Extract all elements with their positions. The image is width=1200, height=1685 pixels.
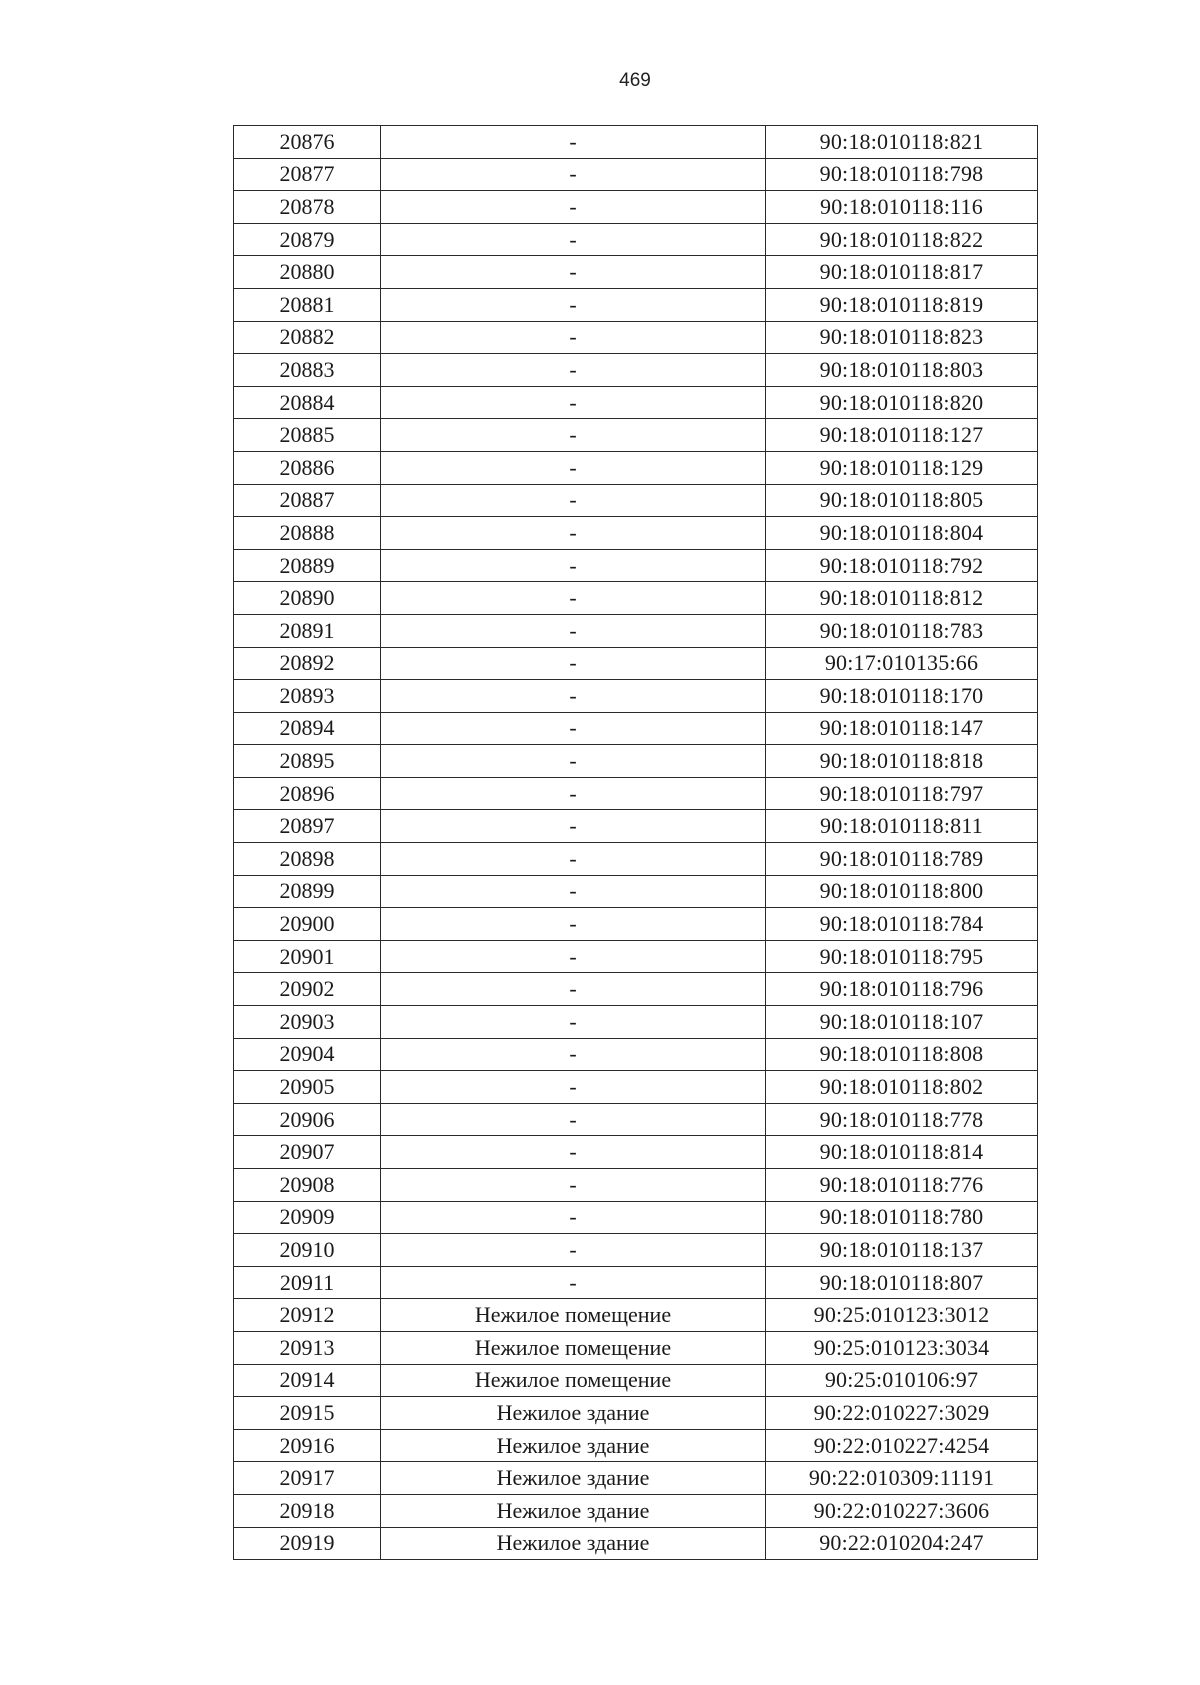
object-name-cell: -: [381, 582, 766, 615]
cadastral-number-cell: 90:18:010118:811: [766, 810, 1038, 843]
row-number-cell: 20880: [234, 256, 381, 289]
cadastral-number-cell: 90:17:010135:66: [766, 647, 1038, 680]
object-name-cell: Нежилое здание: [381, 1494, 766, 1527]
row-number-cell: 20876: [234, 126, 381, 159]
cadastral-number-cell: 90:18:010118:819: [766, 288, 1038, 321]
object-name-cell: -: [381, 745, 766, 778]
row-number-cell: 20894: [234, 712, 381, 745]
row-number-cell: 20885: [234, 419, 381, 452]
table-row: [234, 1136, 1038, 1169]
object-name-cell: -: [381, 288, 766, 321]
cadastral-number-cell: 90:18:010118:784: [766, 908, 1038, 941]
cadastral-number-cell: 90:18:010118:137: [766, 1234, 1038, 1267]
row-number-cell: 20917: [234, 1462, 381, 1495]
row-number-cell: 20918: [234, 1494, 381, 1527]
row-number-cell: 20910: [234, 1234, 381, 1267]
object-name-cell: Нежилое здание: [381, 1462, 766, 1495]
cadastral-number-cell: 90:18:010118:780: [766, 1201, 1038, 1234]
row-number-cell: 20898: [234, 843, 381, 876]
row-number-cell: 20905: [234, 1071, 381, 1104]
table-row: [234, 745, 1038, 778]
object-name-cell: -: [381, 875, 766, 908]
registry-table: [233, 125, 1038, 1560]
cadastral-number-cell: 90:22:010227:3029: [766, 1397, 1038, 1430]
row-number-cell: 20888: [234, 517, 381, 550]
row-number-cell: 20909: [234, 1201, 381, 1234]
row-number-cell: 20884: [234, 386, 381, 419]
table-row: [234, 288, 1038, 321]
row-number-cell: 20893: [234, 680, 381, 713]
table-row: [234, 1038, 1038, 1071]
object-name-cell: -: [381, 1201, 766, 1234]
row-number-cell: 20879: [234, 223, 381, 256]
row-number-cell: 20891: [234, 614, 381, 647]
table-row: [234, 1266, 1038, 1299]
cadastral-number-cell: 90:18:010118:783: [766, 614, 1038, 647]
cadastral-number-cell: 90:25:010106:97: [766, 1364, 1038, 1397]
table-row: [234, 647, 1038, 680]
registry-table-body: [234, 126, 1038, 1560]
table-row: [234, 1331, 1038, 1364]
table-row: [234, 843, 1038, 876]
row-number-cell: 20901: [234, 940, 381, 973]
cadastral-number-cell: 90:18:010118:170: [766, 680, 1038, 713]
cadastral-number-cell: 90:18:010118:800: [766, 875, 1038, 908]
cadastral-number-cell: 90:18:010118:802: [766, 1071, 1038, 1104]
cadastral-number-cell: 90:22:010309:11191: [766, 1462, 1038, 1495]
cadastral-number-cell: 90:18:010118:798: [766, 158, 1038, 191]
table-row: [234, 940, 1038, 973]
cadastral-number-cell: 90:22:010227:3606: [766, 1494, 1038, 1527]
cadastral-number-cell: 90:18:010118:818: [766, 745, 1038, 778]
table-row: [234, 517, 1038, 550]
row-number-cell: 20914: [234, 1364, 381, 1397]
object-name-cell: -: [381, 843, 766, 876]
table-row: [234, 419, 1038, 452]
table-row: [234, 582, 1038, 615]
row-number-cell: 20899: [234, 875, 381, 908]
cadastral-number-cell: 90:18:010118:129: [766, 451, 1038, 484]
table-row: [234, 1429, 1038, 1462]
cadastral-number-cell: 90:22:010227:4254: [766, 1429, 1038, 1462]
table-row: [234, 126, 1038, 159]
row-number-cell: 20911: [234, 1266, 381, 1299]
table-row: [234, 1397, 1038, 1430]
object-name-cell: Нежилое здание: [381, 1397, 766, 1430]
object-name-cell: -: [381, 1006, 766, 1039]
table-row: [234, 973, 1038, 1006]
object-name-cell: -: [381, 940, 766, 973]
row-number-cell: 20892: [234, 647, 381, 680]
table-row: [234, 777, 1038, 810]
row-number-cell: 20883: [234, 354, 381, 387]
row-number-cell: 20881: [234, 288, 381, 321]
row-number-cell: 20906: [234, 1103, 381, 1136]
table-row: [234, 1527, 1038, 1560]
cadastral-number-cell: 90:18:010118:778: [766, 1103, 1038, 1136]
cadastral-number-cell: 90:18:010118:795: [766, 940, 1038, 973]
cadastral-number-cell: 90:18:010118:803: [766, 354, 1038, 387]
object-name-cell: -: [381, 256, 766, 289]
object-name-cell: -: [381, 680, 766, 713]
table-row: [234, 1494, 1038, 1527]
table-row: [234, 158, 1038, 191]
object-name-cell: Нежилое помещение: [381, 1331, 766, 1364]
row-number-cell: 20903: [234, 1006, 381, 1039]
object-name-cell: -: [381, 647, 766, 680]
object-name-cell: -: [381, 321, 766, 354]
object-name-cell: Нежилое помещение: [381, 1299, 766, 1332]
table-row: [234, 1169, 1038, 1202]
object-name-cell: -: [381, 614, 766, 647]
cadastral-number-cell: 90:18:010118:792: [766, 549, 1038, 582]
table-row: [234, 354, 1038, 387]
row-number-cell: 20889: [234, 549, 381, 582]
object-name-cell: -: [381, 451, 766, 484]
object-name-cell: -: [381, 1071, 766, 1104]
table-row: [234, 1071, 1038, 1104]
object-name-cell: -: [381, 484, 766, 517]
table-row: [234, 614, 1038, 647]
cadastral-number-cell: 90:18:010118:797: [766, 777, 1038, 810]
cadastral-number-cell: 90:18:010118:812: [766, 582, 1038, 615]
cadastral-number-cell: 90:18:010118:107: [766, 1006, 1038, 1039]
table-row: [234, 1299, 1038, 1332]
cadastral-number-cell: 90:18:010118:817: [766, 256, 1038, 289]
object-name-cell: -: [381, 126, 766, 159]
object-name-cell: -: [381, 1234, 766, 1267]
object-name-cell: -: [381, 419, 766, 452]
cadastral-number-cell: 90:18:010118:805: [766, 484, 1038, 517]
row-number-cell: 20890: [234, 582, 381, 615]
object-name-cell: -: [381, 1038, 766, 1071]
table-row: [234, 1364, 1038, 1397]
cadastral-number-cell: 90:18:010118:814: [766, 1136, 1038, 1169]
object-name-cell: -: [381, 973, 766, 1006]
table-row: [234, 1006, 1038, 1039]
object-name-cell: Нежилое помещение: [381, 1364, 766, 1397]
cadastral-number-cell: 90:18:010118:808: [766, 1038, 1038, 1071]
row-number-cell: 20915: [234, 1397, 381, 1430]
row-number-cell: 20896: [234, 777, 381, 810]
row-number-cell: 20878: [234, 191, 381, 224]
row-number-cell: 20907: [234, 1136, 381, 1169]
table-row: [234, 875, 1038, 908]
table-row: [234, 1103, 1038, 1136]
cadastral-number-cell: 90:18:010118:821: [766, 126, 1038, 159]
table-row: [234, 810, 1038, 843]
object-name-cell: -: [381, 223, 766, 256]
table-row: [234, 680, 1038, 713]
table-row: [234, 484, 1038, 517]
object-name-cell: Нежилое здание: [381, 1527, 766, 1560]
cadastral-number-cell: 90:18:010118:796: [766, 973, 1038, 1006]
object-name-cell: -: [381, 386, 766, 419]
cadastral-number-cell: 90:18:010118:807: [766, 1266, 1038, 1299]
table-row: [234, 321, 1038, 354]
row-number-cell: 20912: [234, 1299, 381, 1332]
cadastral-number-cell: 90:22:010204:247: [766, 1527, 1038, 1560]
row-number-cell: 20908: [234, 1169, 381, 1202]
cadastral-number-cell: 90:25:010123:3012: [766, 1299, 1038, 1332]
row-number-cell: 20904: [234, 1038, 381, 1071]
row-number-cell: 20897: [234, 810, 381, 843]
object-name-cell: -: [381, 777, 766, 810]
table-row: [234, 908, 1038, 941]
row-number-cell: 20913: [234, 1331, 381, 1364]
table-row: [234, 386, 1038, 419]
row-number-cell: 20886: [234, 451, 381, 484]
cadastral-number-cell: 90:18:010118:820: [766, 386, 1038, 419]
object-name-cell: -: [381, 1103, 766, 1136]
object-name-cell: -: [381, 517, 766, 550]
cadastral-number-cell: 90:18:010118:804: [766, 517, 1038, 550]
table-row: [234, 1234, 1038, 1267]
row-number-cell: 20895: [234, 745, 381, 778]
cadastral-number-cell: 90:18:010118:822: [766, 223, 1038, 256]
row-number-cell: 20916: [234, 1429, 381, 1462]
page-number: 469: [619, 70, 651, 91]
row-number-cell: 20900: [234, 908, 381, 941]
cadastral-number-cell: 90:18:010118:127: [766, 419, 1038, 452]
object-name-cell: -: [381, 1169, 766, 1202]
row-number-cell: 20877: [234, 158, 381, 191]
object-name-cell: -: [381, 1266, 766, 1299]
cadastral-number-cell: 90:25:010123:3034: [766, 1331, 1038, 1364]
table-row: [234, 191, 1038, 224]
object-name-cell: -: [381, 191, 766, 224]
table-row: [234, 1462, 1038, 1495]
table-row: [234, 256, 1038, 289]
row-number-cell: 20902: [234, 973, 381, 1006]
table-row: [234, 451, 1038, 484]
row-number-cell: 20919: [234, 1527, 381, 1560]
object-name-cell: -: [381, 908, 766, 941]
object-name-cell: -: [381, 158, 766, 191]
row-number-cell: 20887: [234, 484, 381, 517]
object-name-cell: -: [381, 354, 766, 387]
table-row: [234, 1201, 1038, 1234]
object-name-cell: -: [381, 810, 766, 843]
cadastral-number-cell: 90:18:010118:147: [766, 712, 1038, 745]
object-name-cell: -: [381, 712, 766, 745]
cadastral-number-cell: 90:18:010118:776: [766, 1169, 1038, 1202]
cadastral-number-cell: 90:18:010118:823: [766, 321, 1038, 354]
object-name-cell: -: [381, 1136, 766, 1169]
table-row: [234, 549, 1038, 582]
cadastral-number-cell: 90:18:010118:116: [766, 191, 1038, 224]
object-name-cell: -: [381, 549, 766, 582]
row-number-cell: 20882: [234, 321, 381, 354]
table-row: [234, 712, 1038, 745]
table-row: [234, 223, 1038, 256]
object-name-cell: Нежилое здание: [381, 1429, 766, 1462]
cadastral-number-cell: 90:18:010118:789: [766, 843, 1038, 876]
